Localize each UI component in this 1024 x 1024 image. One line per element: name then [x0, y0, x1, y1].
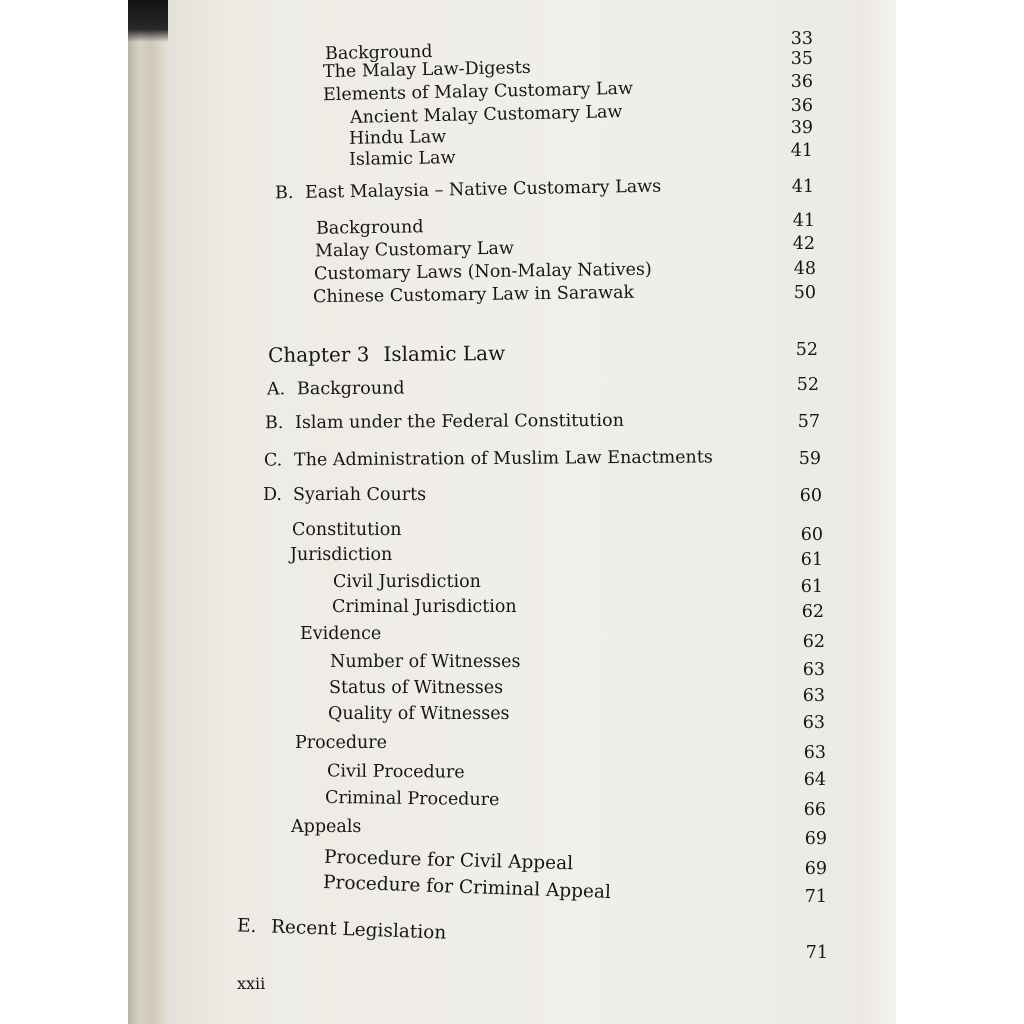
toc-entry-page: 52: [796, 375, 819, 395]
toc-entry-page: 42: [792, 234, 815, 254]
toc-entry-page: 63: [802, 686, 825, 706]
toc-entry-page: 62: [802, 632, 825, 652]
toc-entry: [266, 378, 405, 400]
toc-entry: [328, 706, 510, 724]
toc-entry: [327, 763, 465, 782]
toc-entry-label: Customary Laws (Non-Malay Natives): [313, 259, 652, 285]
toc-entry: [292, 522, 402, 540]
toc-entry-label: Ancient Malay Customary Law: [349, 102, 623, 128]
toc-entry: [349, 150, 456, 169]
toc-entry-page: 41: [790, 141, 813, 161]
toc-entry-page: 35: [790, 49, 813, 69]
toc-entry-page: 39: [790, 118, 813, 138]
toc-entry-label: Criminal Procedure: [324, 787, 500, 811]
toc-entry: [264, 410, 624, 434]
toc-entry-label: Civil Procedure: [326, 761, 465, 783]
toc-entry: [290, 547, 392, 565]
page-number: xxii: [237, 974, 266, 993]
toc-entry-letter: B.: [264, 413, 284, 434]
toc-entry: [263, 487, 426, 505]
toc-entry-page: 33: [790, 29, 813, 49]
toc-entry-page: 62: [801, 602, 824, 622]
toc-entry: [314, 238, 515, 262]
background-left: [0, 0, 130, 1024]
toc-entry-label: Malay Customary Law: [314, 238, 515, 262]
book-page-margin: [856, 0, 896, 1024]
toc-entry-page: 64: [803, 770, 826, 790]
toc-entry-label: Background: [315, 217, 424, 239]
toc-entry-page: 52: [795, 340, 818, 360]
toc-entry: [300, 626, 381, 644]
toc-entry-page: 63: [802, 713, 825, 733]
toc-entry-page: 66: [803, 800, 826, 820]
toc-entry-page: 69: [804, 859, 827, 879]
toc-entry-page: 36: [790, 72, 813, 92]
toc-entry-label: Elements of Malay Customary Law: [322, 78, 634, 106]
toc-entry: [333, 574, 481, 592]
toc-entry: [291, 819, 361, 837]
chapter-heading: [267, 340, 506, 368]
toc-entry-letter: D.: [263, 485, 282, 505]
toc-entry-label: Status of Witnesses: [329, 678, 504, 698]
toc-entry: [332, 599, 517, 617]
toc-entry-label: Jurisdiction: [290, 545, 393, 565]
toc-entry-page: 41: [791, 177, 814, 197]
toc-entry-label: Background: [324, 41, 433, 65]
toc-entry: [330, 654, 520, 672]
toc-entry-page: 48: [793, 259, 816, 279]
toc-entry-label: East Malaysia – Native Customary Laws: [304, 176, 662, 203]
toc-entry-page: 61: [800, 577, 823, 597]
toc-entry-page: 59: [798, 449, 821, 469]
toc-entry-page: 63: [803, 743, 826, 763]
toc-entry-label: Syariah Courts: [293, 485, 427, 505]
toc-entry-label: Procedure: [295, 733, 388, 753]
toc-entry-label: The Malay Law-Digests: [322, 57, 531, 83]
toc-entry: [324, 787, 500, 811]
toc-entry-label: Procedure for Civil Appeal: [323, 846, 574, 875]
toc-entry-label: The Administration of Muslim Law Enactments: [293, 447, 713, 471]
toc-entry-label: Constitution: [292, 520, 402, 540]
toc-entry-page: 60: [800, 525, 823, 545]
toc-entry-label: Background: [296, 378, 405, 400]
toc-entry-label: Appeals: [291, 817, 362, 837]
toc-entry-page: 57: [797, 412, 820, 432]
toc-entry-label: Procedure for Criminal Appeal: [322, 871, 612, 904]
chapter-title: Islamic Law: [383, 340, 506, 367]
toc-entry: [322, 57, 531, 83]
toc-entry: [264, 449, 713, 470]
toc-entry-page: 71: [805, 943, 828, 963]
background-right: [896, 0, 1024, 1024]
toc-entry: [329, 680, 503, 698]
toc-entry-letter: B.: [274, 183, 294, 204]
toc-entry-label: Chinese Customary Law in Sarawak: [312, 282, 635, 308]
toc-entry-letter: C.: [263, 450, 283, 471]
toc-entry: [316, 219, 424, 238]
toc-entry-letter: A.: [266, 379, 286, 400]
toc-entry-label: Evidence: [300, 624, 382, 644]
toc-entry-page: 63: [802, 660, 825, 680]
toc-entry-label: Hindu Law: [348, 127, 447, 149]
toc-entry: [295, 735, 387, 753]
toc-entry-label: Civil Jurisdiction: [333, 572, 481, 592]
toc-entry-page: 69: [804, 829, 827, 849]
toc-entry-label: Islam under the Federal Constitution: [294, 410, 624, 434]
toc-entry-page: 61: [800, 550, 823, 570]
toc-entry-page: 71: [804, 887, 827, 907]
toc-entry-label: Number of Witnesses: [330, 652, 521, 672]
toc-entry-page: 36: [790, 96, 813, 116]
toc-entry: [349, 129, 446, 148]
toc-entry-page: 50: [793, 283, 816, 303]
toc-entry-label: Criminal Jurisdiction: [332, 597, 517, 617]
toc-entry-letter: E.: [236, 915, 257, 938]
toc-entry-page: 60: [799, 486, 822, 506]
toc-entry-label: Recent Legislation: [270, 916, 447, 944]
toc-entry-page: 41: [792, 211, 815, 231]
toc-entry-label: Islamic Law: [348, 148, 456, 170]
chapter-number: Chapter 3: [267, 342, 370, 368]
book-page-edges: [128, 0, 168, 1024]
toc-entry-label: Quality of Witnesses: [328, 704, 510, 724]
